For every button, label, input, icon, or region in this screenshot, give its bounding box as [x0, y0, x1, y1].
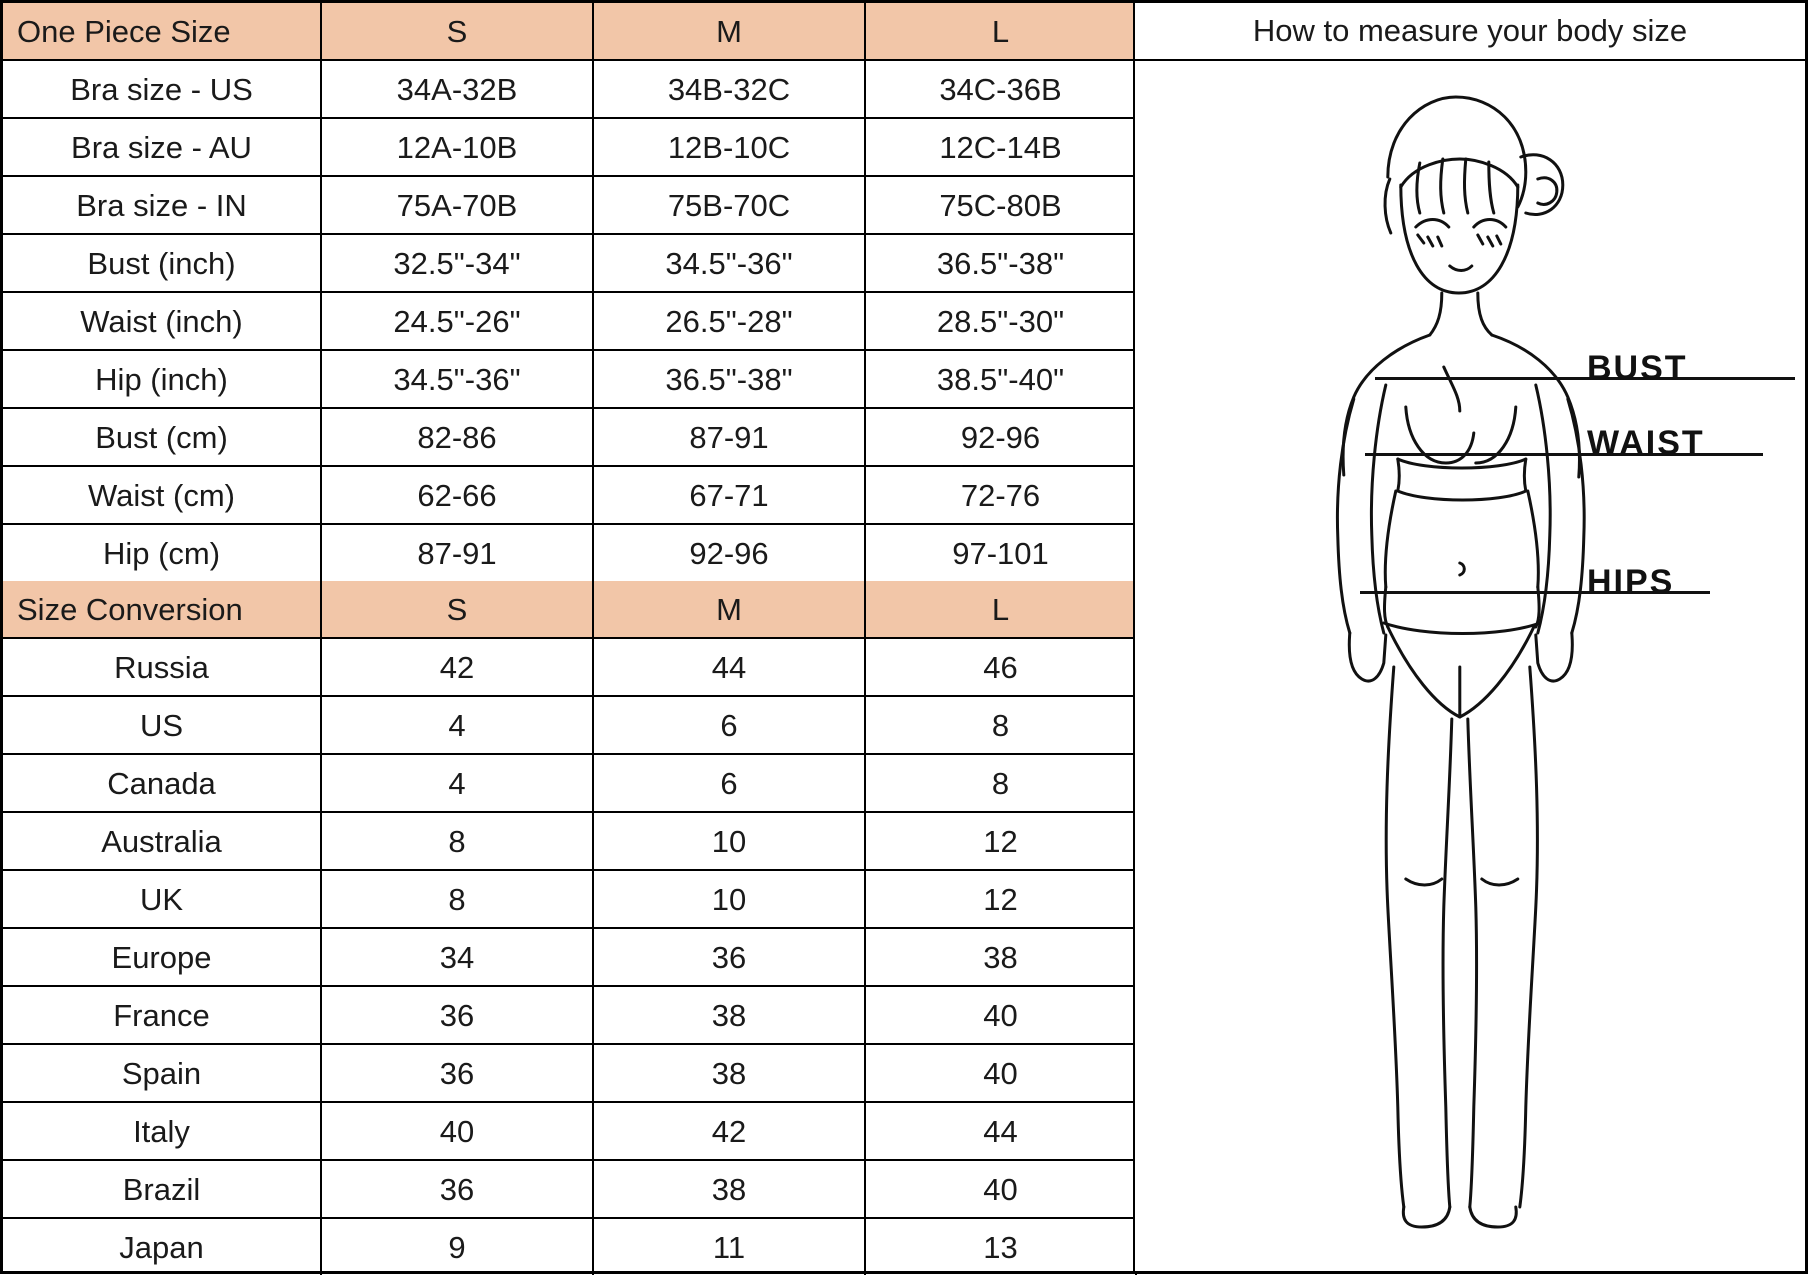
- header-cell-s: S: [321, 581, 593, 638]
- cell-l: 36.5"-38": [865, 234, 1136, 292]
- cell-m: 36.5"-38": [593, 350, 865, 408]
- table-row: [3, 696, 1136, 754]
- table-row: [3, 1218, 1136, 1275]
- cell-l: 12: [865, 812, 1136, 870]
- cell-s: 34A-32B: [321, 60, 593, 118]
- cell-s: 42: [321, 638, 593, 696]
- size-conversion-body: [3, 581, 1136, 1275]
- table-row: [3, 1044, 1136, 1102]
- table-row: [3, 350, 1136, 408]
- header-cell-title: One Piece Size: [3, 3, 321, 60]
- row-label: Spain: [3, 1044, 321, 1102]
- table-header-row: [3, 581, 1136, 638]
- cell-s: 9: [321, 1218, 593, 1275]
- row-label: Europe: [3, 928, 321, 986]
- one-piece-size-table: [3, 3, 1137, 581]
- cell-l: 34C-36B: [865, 60, 1136, 118]
- cell-l: 44: [865, 1102, 1136, 1160]
- table-row: [3, 176, 1136, 234]
- row-label: Australia: [3, 812, 321, 870]
- table-row: [3, 292, 1136, 350]
- table-row: [3, 754, 1136, 812]
- cell-m: 12B-10C: [593, 118, 865, 176]
- table-row: [3, 234, 1136, 292]
- header-cell-m: M: [593, 581, 865, 638]
- cell-l: 46: [865, 638, 1136, 696]
- cell-l: 40: [865, 986, 1136, 1044]
- waist-label: WAIST: [1587, 424, 1705, 462]
- cell-m: 26.5"-28": [593, 292, 865, 350]
- cell-l: 40: [865, 1044, 1136, 1102]
- bust-label: BUST: [1587, 349, 1688, 387]
- table-row: [3, 1160, 1136, 1218]
- cell-s: 87-91: [321, 524, 593, 581]
- cell-s: 8: [321, 812, 593, 870]
- row-label: Bust (inch): [3, 234, 321, 292]
- cell-l: 72-76: [865, 466, 1136, 524]
- header-cell-l: L: [865, 3, 1136, 60]
- row-label: Bust (cm): [3, 408, 321, 466]
- table-row: [3, 986, 1136, 1044]
- cell-l: 13: [865, 1218, 1136, 1275]
- table-row: [3, 466, 1136, 524]
- header-cell-m: M: [593, 3, 865, 60]
- row-label: US: [3, 696, 321, 754]
- bust-leader-line: [1375, 377, 1795, 380]
- cell-s: 36: [321, 1044, 593, 1102]
- cell-m: 38: [593, 1044, 865, 1102]
- row-label: Bra size - IN: [3, 176, 321, 234]
- cell-m: 42: [593, 1102, 865, 1160]
- cell-l: 12C-14B: [865, 118, 1136, 176]
- cell-s: 24.5"-26": [321, 292, 593, 350]
- row-label: Brazil: [3, 1160, 321, 1218]
- cell-s: 75A-70B: [321, 176, 593, 234]
- cell-l: 92-96: [865, 408, 1136, 466]
- cell-m: 10: [593, 812, 865, 870]
- figure-area: [1135, 61, 1805, 1271]
- header-cell-s: S: [321, 3, 593, 60]
- measure-panel-title: How to measure your body size: [1135, 3, 1805, 61]
- cell-l: 28.5"-30": [865, 292, 1136, 350]
- cell-s: 62-66: [321, 466, 593, 524]
- cell-s: 4: [321, 696, 593, 754]
- table-row: [3, 638, 1136, 696]
- row-label: France: [3, 986, 321, 1044]
- cell-m: 67-71: [593, 466, 865, 524]
- table-row: [3, 524, 1136, 581]
- table-row: [3, 408, 1136, 466]
- table-row: [3, 1102, 1136, 1160]
- cell-s: 40: [321, 1102, 593, 1160]
- cell-l: 38.5"-40": [865, 350, 1136, 408]
- row-label: UK: [3, 870, 321, 928]
- header-cell-title: Size Conversion: [3, 581, 321, 638]
- female-body-figure-icon: [1238, 67, 1668, 1247]
- cell-m: 44: [593, 638, 865, 696]
- one-piece-size-body: [3, 3, 1136, 581]
- cell-s: 36: [321, 1160, 593, 1218]
- header-cell-l: L: [865, 581, 1136, 638]
- table-row: [3, 60, 1136, 118]
- table-row: [3, 928, 1136, 986]
- table-row: [3, 118, 1136, 176]
- cell-s: 36: [321, 986, 593, 1044]
- cell-m: 87-91: [593, 408, 865, 466]
- cell-m: 38: [593, 986, 865, 1044]
- cell-m: 92-96: [593, 524, 865, 581]
- cell-m: 6: [593, 754, 865, 812]
- row-label: Hip (inch): [3, 350, 321, 408]
- cell-s: 8: [321, 870, 593, 928]
- cell-m: 38: [593, 1160, 865, 1218]
- row-label: Bra size - AU: [3, 118, 321, 176]
- row-label: Waist (inch): [3, 292, 321, 350]
- row-label: Italy: [3, 1102, 321, 1160]
- cell-s: 82-86: [321, 408, 593, 466]
- cell-m: 10: [593, 870, 865, 928]
- cell-s: 4: [321, 754, 593, 812]
- cell-s: 34.5"-36": [321, 350, 593, 408]
- size-conversion-table: [3, 581, 1137, 1275]
- cell-m: 34.5"-36": [593, 234, 865, 292]
- hips-label: HIPS: [1587, 563, 1675, 601]
- cell-s: 34: [321, 928, 593, 986]
- cell-m: 11: [593, 1218, 865, 1275]
- measure-panel: [1133, 0, 1808, 1274]
- cell-s: 12A-10B: [321, 118, 593, 176]
- cell-l: 97-101: [865, 524, 1136, 581]
- cell-l: 8: [865, 754, 1136, 812]
- cell-m: 75B-70C: [593, 176, 865, 234]
- row-label: Japan: [3, 1218, 321, 1275]
- cell-m: 36: [593, 928, 865, 986]
- row-label: Waist (cm): [3, 466, 321, 524]
- cell-l: 75C-80B: [865, 176, 1136, 234]
- row-label: Hip (cm): [3, 524, 321, 581]
- cell-l: 38: [865, 928, 1136, 986]
- cell-l: 40: [865, 1160, 1136, 1218]
- row-label: Canada: [3, 754, 321, 812]
- cell-l: 12: [865, 870, 1136, 928]
- table-row: [3, 812, 1136, 870]
- cell-m: 6: [593, 696, 865, 754]
- row-label: Bra size - US: [3, 60, 321, 118]
- cell-l: 8: [865, 696, 1136, 754]
- row-label: Russia: [3, 638, 321, 696]
- table-header-row: [3, 3, 1136, 60]
- cell-m: 34B-32C: [593, 60, 865, 118]
- table-row: [3, 870, 1136, 928]
- cell-s: 32.5"-34": [321, 234, 593, 292]
